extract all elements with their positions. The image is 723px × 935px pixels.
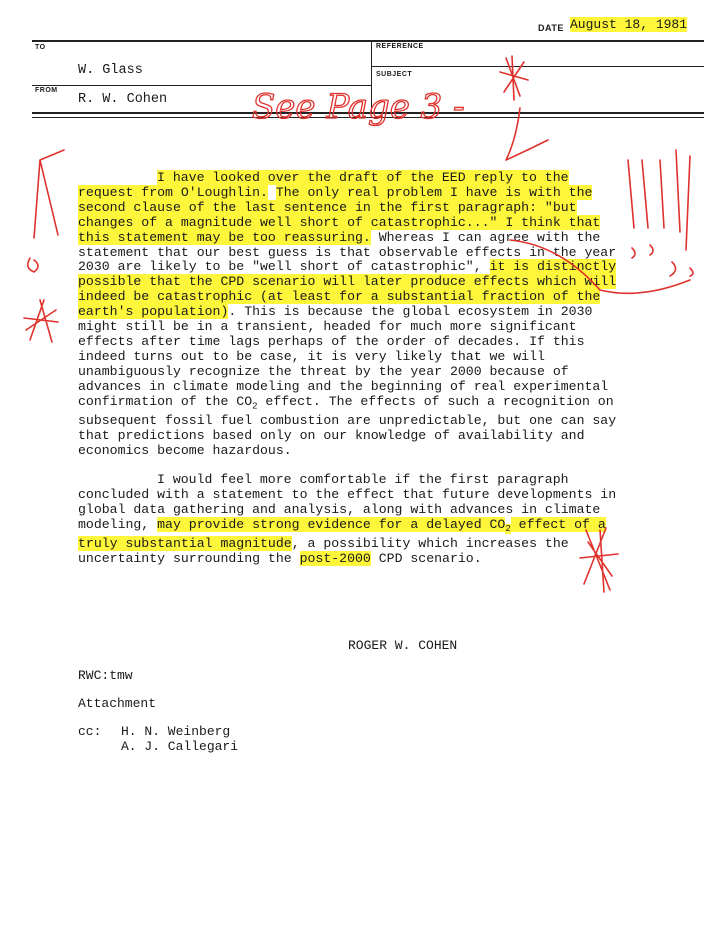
highlight-6: post-2000 — [299, 551, 371, 567]
attachment-label: Attachment — [78, 696, 157, 711]
paragraph-2: I would feel more comfortable if the first paragraph concluded with a statement to the effect that future developments in global data gathering and analysis, along with advances in climate modeling, may provide strong evidence for a delayed $CO_2$ effect of a truly substantial magnitude, a possibility which increases the uncertainty surrounding the post-2000 CPD scenario. — [78, 471, 617, 567]
date-value: August 18, 1981 — [570, 17, 688, 32]
cc-recipient-1: H. N. Weinberg — [121, 724, 231, 739]
exclamation-marks-icon — [628, 150, 693, 276]
highlight-5: effect of a truly substantial magnitude — [78, 516, 606, 552]
highlight-4: may provide strong evidence for a delayed CO — [157, 516, 506, 532]
header-top-rule — [32, 40, 704, 42]
from-value: R. W. Cohen — [78, 92, 168, 107]
reference-label: REFERENCE — [376, 43, 424, 50]
date-label: DATE — [538, 23, 564, 33]
arrow-down-icon — [506, 108, 548, 160]
highlight-1: I have looked over the draft of the EED reply to the request from O'Loughlin. — [78, 170, 569, 200]
subject-label: SUBJECT — [376, 71, 413, 78]
header-bottom-rule-2 — [32, 117, 704, 118]
from-label: FROM — [35, 87, 58, 94]
signature: ROGER W. COHEN — [348, 638, 458, 653]
initials: RWC:tmw — [78, 668, 133, 683]
cc-label: cc: — [78, 724, 102, 739]
margin-swirl-icon — [28, 258, 38, 272]
subject-rule — [371, 66, 704, 67]
from-rule — [32, 85, 372, 86]
memo-body — [78, 171, 618, 567]
star-icon — [500, 56, 528, 100]
cc-recipient-2: A. J. Callegari — [121, 739, 239, 754]
see-page-note: See Page 3 - — [252, 87, 465, 127]
margin-bracket-icon — [34, 150, 64, 238]
highlight-2: The only real problem I have is with the second clause of the last sentence in the first paragraph: "but changes of a magnitude well short of catastrophic..." I think that this statement may be too reassuring. — [78, 184, 601, 245]
header-divider — [371, 40, 372, 112]
margin-star-icon — [24, 300, 58, 342]
to-label: TO — [35, 44, 46, 51]
paragraph-1: I have looked over the draft of the EED reply to the request from O'Loughlin. The only real problem I have is with the second clause of the last sentence in the first paragraph: "but changes of a magnitude well short of catastrophic..." I think that this statement may be too reassuring. Whereas I can agree with the statement that our best guess is that observable effects in the year 2030 are likely to be "well short of catastrophic", it is distinctly possible that the CPD scenario will later produce effects which will indeed be catastrophic (at least for a substantial fraction of the earth's population). This is because the global ecosystem in 2030 might still be in a transient, headed for much more significant effects after time lags perhaps of the order of decades. If this indeed turns out to be case, it is very likely that we will unambiguously recognize the threat by the year 2000 because of advances in climate modeling and the beginning of real experimental confirmation of the $CO_2$ effect. The effects of such a recognition on subsequent fossil fuel combustion are unpredictable, but one can say that predictions based only on our knowledge of availability and economics become hazardous. — [78, 170, 617, 458]
header-bottom-rule — [32, 112, 704, 114]
to-value: W. Glass — [78, 63, 143, 78]
highlight-3: it is distinctly possible that the CPD scenario will later produce effects which will indeed be catastrophic (at least for a substantial fraction of the earth's population) — [78, 259, 617, 320]
